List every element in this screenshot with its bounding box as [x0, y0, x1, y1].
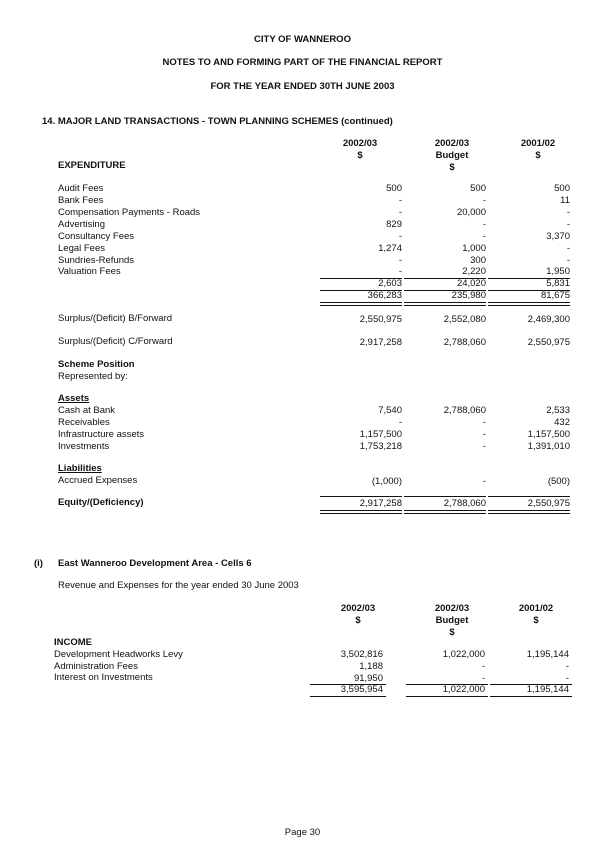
table-rule — [490, 696, 572, 697]
table-rule — [404, 496, 486, 497]
column-header-2: 2002/03 Budget $ — [434, 138, 470, 173]
table-double-rule — [404, 510, 486, 514]
column-header-3: 2001/02 $ — [518, 603, 554, 626]
expenditure-heading: EXPENDITURE — [58, 160, 126, 171]
table-double-rule — [320, 302, 402, 306]
column-header-2: 2002/03 Budget $ — [434, 603, 470, 638]
table-rule — [488, 496, 570, 497]
table-double-rule — [488, 302, 570, 306]
table-double-rule — [404, 302, 486, 306]
document-org: CITY OF WANNEROO — [254, 34, 351, 45]
table-rule — [320, 496, 402, 497]
section-title: 14. MAJOR LAND TRANSACTIONS - TOWN PLANNING SCHEMES (continued) — [42, 116, 393, 127]
subsection-marker: (i) — [34, 558, 43, 569]
column-header-1: 2002/03 $ — [342, 138, 378, 161]
liabilities-heading: Liabilities — [58, 463, 102, 474]
table-rule — [406, 696, 488, 697]
page-number: Page 30 — [284, 827, 321, 838]
table-double-rule — [488, 510, 570, 514]
table-rule — [310, 696, 386, 697]
document-period: FOR THE YEAR ENDED 30TH JUNE 2003 — [210, 81, 395, 92]
subsection-caption: Revenue and Expenses for the year ended 30 June 2003 — [58, 580, 299, 591]
column-header-3: 2001/02 $ — [520, 138, 556, 161]
table-double-rule — [320, 510, 402, 514]
scheme-position-heading: Scheme Position — [58, 359, 135, 370]
column-header-1: 2002/03 $ — [340, 603, 376, 626]
document-subtitle: NOTES TO AND FORMING PART OF THE FINANCIAL REPORT — [162, 57, 443, 68]
represented-by-label: Represented by: — [58, 371, 128, 382]
income-heading: INCOME — [54, 637, 92, 648]
assets-heading: Assets — [58, 393, 90, 404]
subsection-title: East Wanneroo Development Area - Cells 6 — [58, 558, 252, 569]
